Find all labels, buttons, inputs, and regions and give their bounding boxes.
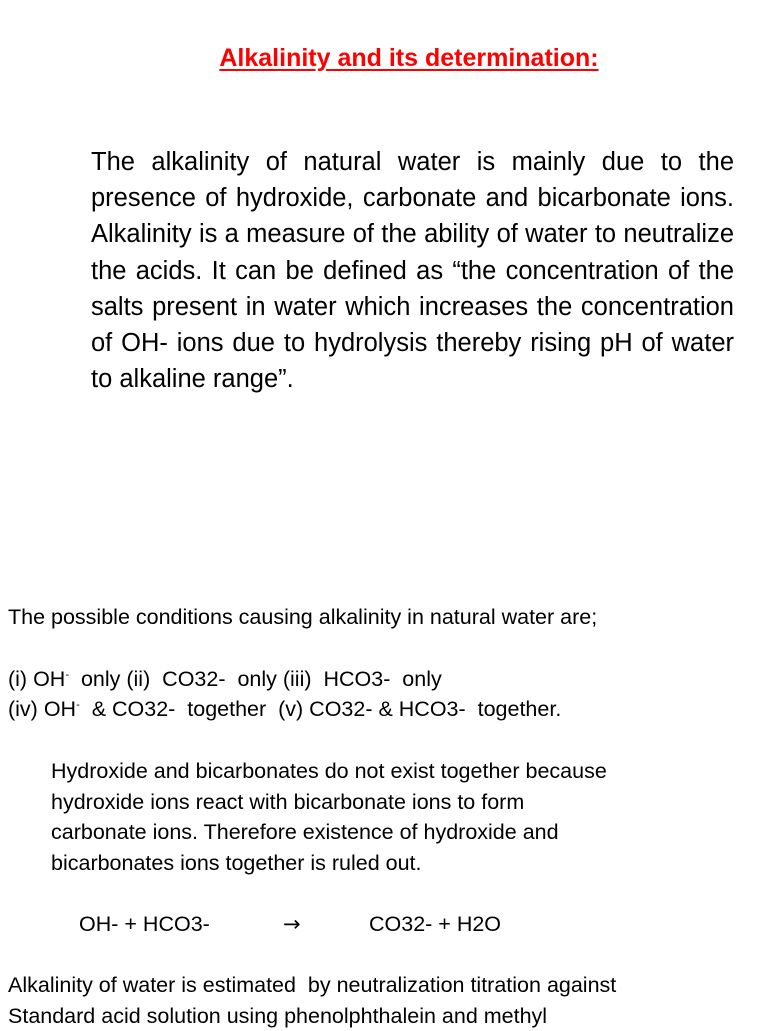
reaction-equation <box>0 909 768 941</box>
conditions-line-2-end: & CO32- together (v) CO32- & HCO3- together. <box>80 697 562 721</box>
explanation-paragraph <box>51 756 607 878</box>
reaction-products: CO32- + H2O <box>369 909 501 940</box>
reaction-arrow-icon: → <box>283 909 301 940</box>
conditions-line-2-superscript: - <box>76 699 80 711</box>
closing-line: Standard acid solution using phenolphthalein and methyl <box>8 1001 616 1031</box>
page-title: Alkalinity and its determination: <box>0 44 768 73</box>
conditions-line-1-start: (i) OH <box>8 667 65 691</box>
explanation-line: hydroxide ions react with bicarbonate ions to form <box>51 787 607 818</box>
explanation-line: bicarbonates ions together is ruled out. <box>51 848 607 879</box>
intro-paragraph: The alkalinity of natural water is mainly due to the presence of hydroxide, carbonate and bicarbonate ions. Alkalinity is a measure of the ability of water to neutralize the acids. It can be defined as “the concentration of the salts present in water which increases the concentration of OH- ions due to hydrolysis thereby rising pH of water to alkaline range”. <box>91 144 734 397</box>
conditions-line-1-superscript: - <box>65 669 69 681</box>
reaction-reactants: OH- + HCO3- <box>79 909 210 940</box>
closing-paragraph <box>8 970 616 1031</box>
explanation-line: carbonate ions. Therefore existence of hydroxide and <box>51 817 607 848</box>
conditions-line-1-end: only (ii) CO32- only (iii) HCO3- only <box>69 667 442 691</box>
conditions-line-2 <box>8 694 561 725</box>
conditions-intro: The possible conditions causing alkalinity in natural water are; <box>8 602 597 633</box>
conditions-line-1 <box>8 664 442 695</box>
explanation-line: Hydroxide and bicarbonates do not exist together because <box>51 756 607 787</box>
conditions-line-2-start: (iv) OH <box>8 697 76 721</box>
closing-line: Alkalinity of water is estimated by neutralization titration against <box>8 970 616 1001</box>
